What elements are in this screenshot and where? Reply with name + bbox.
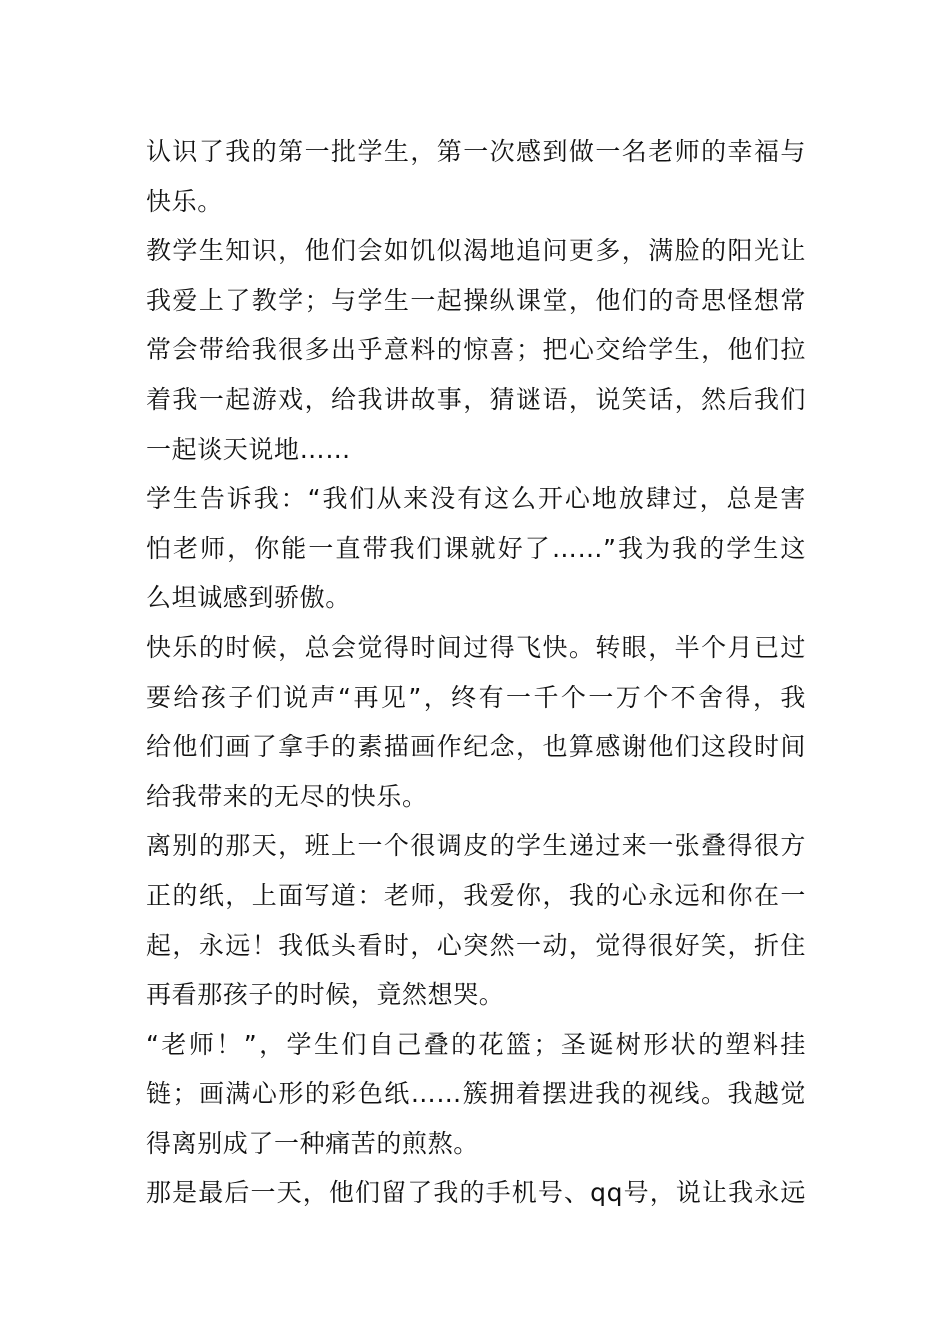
text-line: 学生告诉我：“我们从来没有这么开心地放肆过，总是害	[146, 484, 806, 514]
text-line: 一起谈天说地……	[146, 434, 351, 464]
text-line: 离别的那天，班上一个很调皮的学生递过来一张叠得很方	[146, 831, 806, 861]
text-line: 认识了我的第一批学生，第一次感到做一名老师的幸福与	[146, 137, 806, 166]
text-line: 得离别成了一种痛苦的煎熬。	[146, 1128, 479, 1158]
text-line: 给我带来的无尽的快乐。	[146, 781, 428, 811]
text-line: 那是最后一天，他们留了我的手机号、qq号，说让我永远	[146, 1178, 806, 1208]
text-line: 给他们画了拿手的素描画作纪念，也算感谢他们这段时间	[146, 732, 806, 762]
text-line: 要给孩子们说声“再见”，终有一千个一万个不舍得，我	[146, 682, 806, 712]
text-line: 教学生知识，他们会如饥似渴地追问更多，满脸的阳光让	[146, 236, 806, 266]
text-line: 我爱上了教学；与学生一起操纵课堂，他们的奇思怪想常	[146, 285, 806, 315]
text-line: 快乐的时候，总会觉得时间过得飞快。转眼，半个月已过	[146, 632, 806, 662]
document-body	[146, 127, 806, 1218]
text-line: 正的纸，上面写道：老师，我爱你，我的心永远和你在一	[146, 880, 806, 910]
text-line: 么坦诚感到骄傲。	[146, 583, 351, 613]
text-line: 链；画满心形的彩色纸……簇拥着摆进我的视线。我越觉	[146, 1079, 806, 1109]
text-line: 起，永远！我低头看时，心突然一动，觉得很好笑，折住	[146, 930, 806, 960]
text-line: 再看那孩子的时候，竟然想哭。	[146, 980, 505, 1010]
text-line: 着我一起游戏，给我讲故事，猜谜语，说笑话，然后我们	[146, 384, 806, 414]
text-line: 常会带给我很多出乎意料的惊喜；把心交给学生，他们拉	[146, 335, 806, 365]
text-line: “老师！”，学生们自己叠的花篮；圣诞树形状的塑料挂	[146, 1029, 806, 1059]
text-line: 怕老师，你能一直带我们课就好了……”我为我的学生这	[146, 533, 806, 563]
text-line: 快乐。	[146, 186, 223, 216]
